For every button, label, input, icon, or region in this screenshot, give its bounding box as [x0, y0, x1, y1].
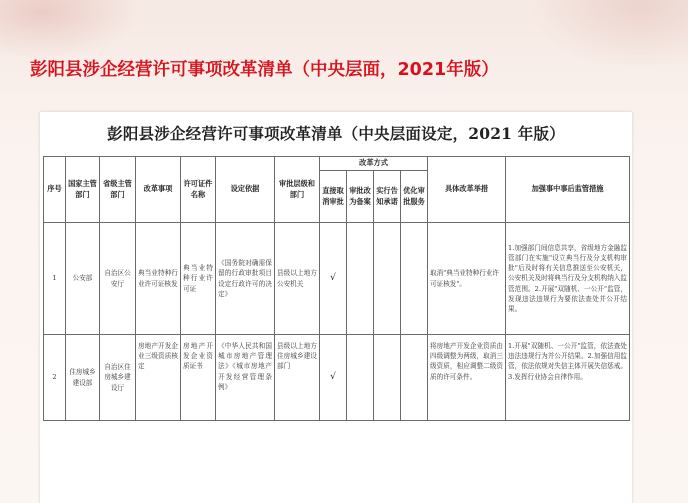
header-basis: 设定依据 [216, 157, 275, 223]
header-approval-level: 审批层级和部门 [275, 157, 320, 223]
cell-basis: 《中华人民共和国城市房地产管理法》《城市房地产开发经营管理条例》 [216, 335, 275, 421]
cell-supervision: 1.开展"双随机、一公开"监管，依法查处违法违规行为并公开结果。2.加强信用监管，依法依规对失信主体开展失信惩戒。3.发挥行业协会自律作用。 [506, 335, 630, 421]
cell-supervision: 1.加强部门间信息共享，省级地方金融监管部门在实施"设立典当行及分支机构审批"后及时将有关信息推送至公安机关，公安机关及时将典当行及分支机构纳入监管范围。2.开展"双随机、一公开"监管，发现违法违规行为要依法查处并公开结果。 [506, 223, 630, 335]
corner-decoration-right [528, 0, 688, 70]
cell-provincial-dept: 自治区住房城乡建设厅 [100, 335, 136, 421]
cell-measures: 将房地产开发企业资质由四级调整为两级，取消三级资质，相应调整二级资质的许可条件。 [428, 335, 506, 421]
header-row-1 [44, 157, 630, 171]
cell-seq: 2 [44, 335, 66, 421]
cell-permit-name: 典当业特种行业许可证 [181, 223, 216, 335]
cell-reform-item: 房地产开发企业三级资质核定 [136, 335, 181, 421]
cell-approval-level: 县级以上地方住房城乡建设部门 [275, 335, 320, 421]
reform-table [43, 156, 630, 421]
header-notice-commitment: 实行告知承诺 [374, 171, 401, 223]
cell-national-dept: 公安部 [66, 223, 100, 335]
corner-decoration-left [0, 0, 140, 60]
cell-reform-item: 典当业特种行业许可证核发 [136, 223, 181, 335]
header-reform-item: 改革事项 [136, 157, 181, 223]
cell-direct-cancel: √ [320, 335, 347, 421]
header-provincial-dept: 省级主管部门 [100, 157, 136, 223]
document-title: 彭阳县涉企经营许可事项改革清单（中央层面设定，2021 年版） [107, 124, 565, 143]
cell-change-to-filing [347, 335, 374, 421]
cell-approval-level: 县级以上地方公安机关 [275, 223, 320, 335]
header-measures: 具体改革举措 [428, 157, 506, 223]
cell-optimize-service [401, 335, 428, 421]
header-national-dept: 国家主管部门 [66, 157, 100, 223]
header-seq: 序号 [44, 157, 66, 223]
cell-notice-commitment [374, 335, 401, 421]
header-reform-method: 改革方式 [320, 157, 428, 171]
cell-optimize-service [401, 223, 428, 335]
header-direct-cancel: 直接取消审批 [320, 171, 347, 223]
cell-seq: 1 [44, 223, 66, 335]
header-change-to-filing: 审批改为备案 [347, 171, 374, 223]
document-page [40, 112, 632, 503]
cell-direct-cancel: √ [320, 223, 347, 335]
table-row [44, 335, 630, 421]
table-row [44, 223, 630, 335]
cell-permit-name: 房地产开发企业资质证书 [181, 335, 216, 421]
header-optimize-service: 优化审批服务 [401, 171, 428, 223]
cell-national-dept: 住房城乡建设部 [66, 335, 100, 421]
cell-measures: 取消"典当业特种行业许可证核发"。 [428, 223, 506, 335]
cell-basis: 《国务院对确需保留的行政审批项目设定行政许可的决定》 [216, 223, 275, 335]
header-permit-name: 许可证件名称 [181, 157, 216, 223]
cell-notice-commitment [374, 223, 401, 335]
header-supervision: 加强事中事后监管措施 [506, 157, 630, 223]
cell-change-to-filing [347, 223, 374, 335]
slide-title: 彭阳县涉企经营许可事项改革清单（中央层面，2021年版） [30, 60, 499, 80]
cell-provincial-dept: 自治区公安厅 [100, 223, 136, 335]
